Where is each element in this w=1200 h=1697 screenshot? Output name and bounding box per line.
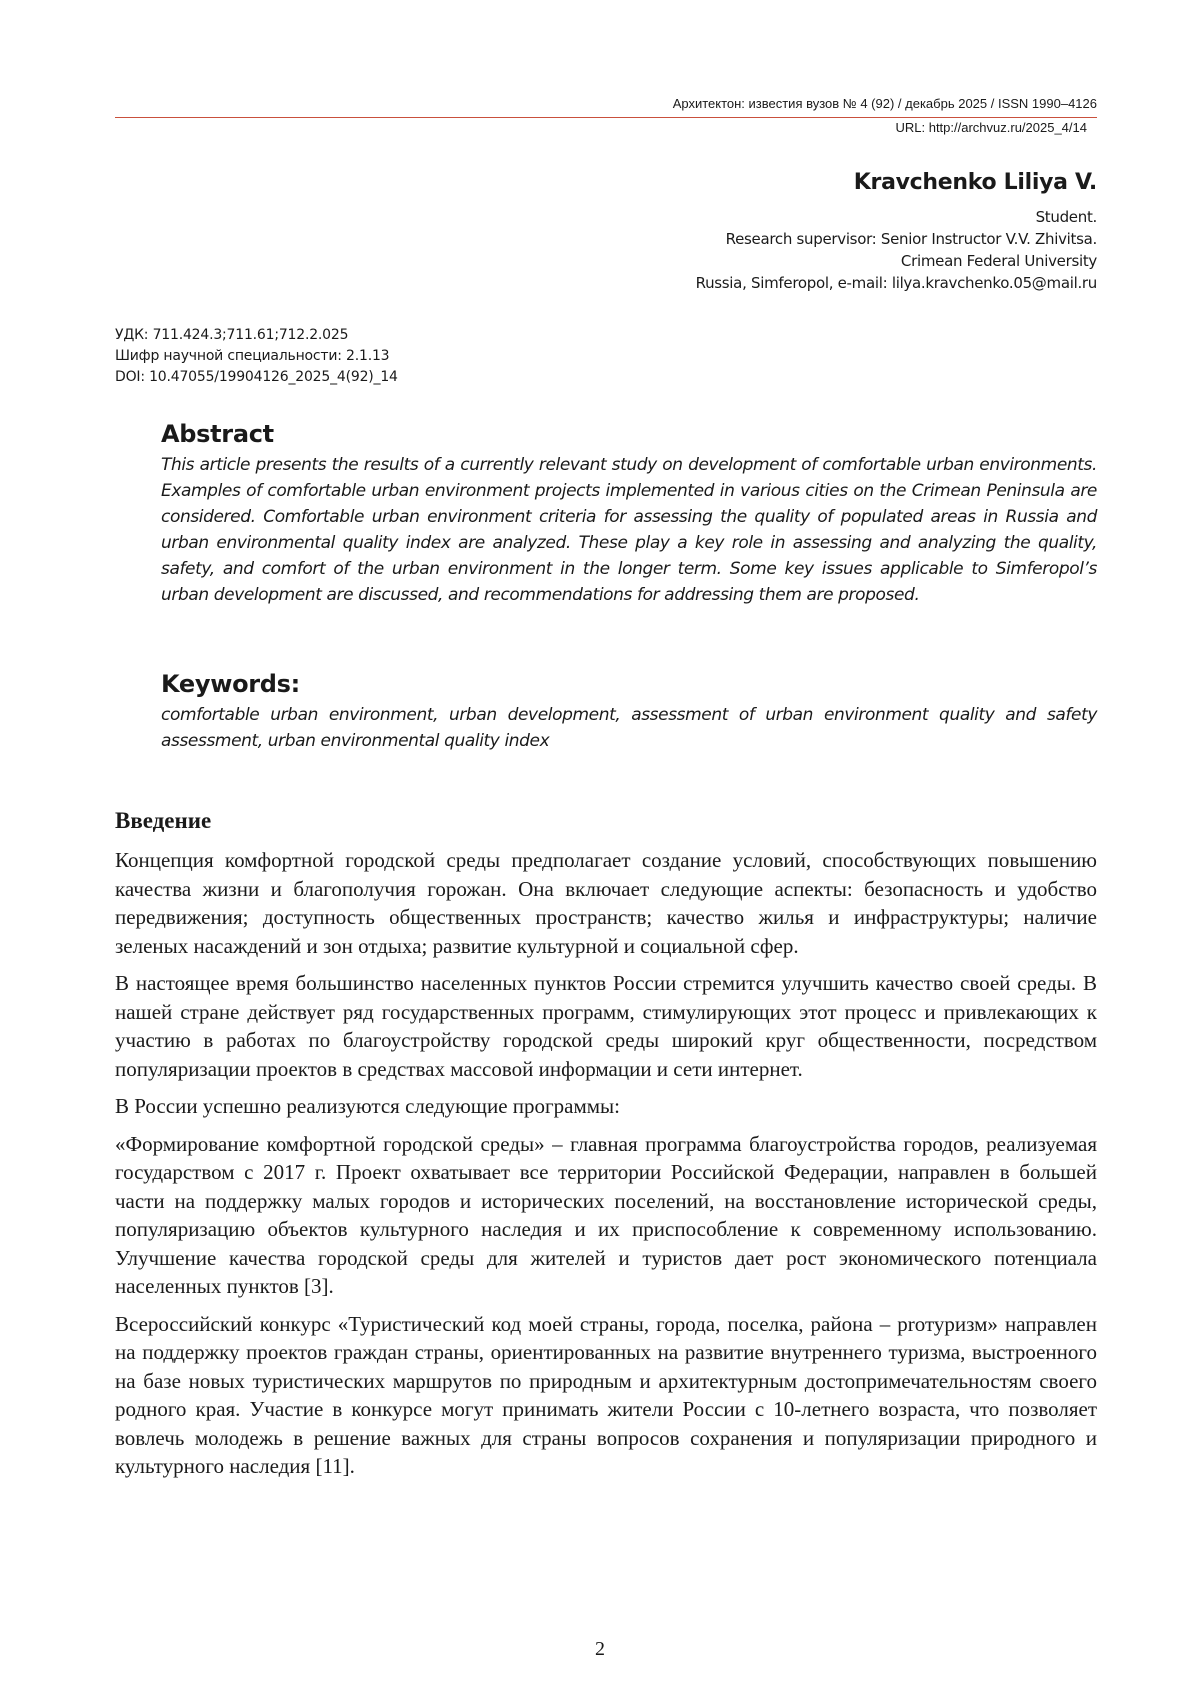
article-metadata bbox=[115, 325, 715, 388]
article-url: URL: http://archvuz.ru/2025_4/14 bbox=[895, 120, 1087, 135]
keywords-text: comfortable urban environment, urban development, assessment of urban environment quality and safety assessment, urban environmental quality index bbox=[161, 705, 1097, 751]
abstract-section bbox=[161, 418, 1097, 608]
body-paragraph: «Формирование комфортной городской среды» – главная программа благоустройства городов, реализуемая государством с 2017 г. Проект охватывает все территории Российской Федерации, направлен в большей части на поддержку малых городов и исторических поселений, на восстановление исторической среды, популяризацию объектов культурного наследия и их приспособление к современному использованию. Улучшение качества городской среды для жителей и туристов дает рост экономического потенциала населенных пунктов [3]. bbox=[115, 1131, 1097, 1298]
body-paragraph: В настоящее время большинство населенных пунктов России стремится улучшить качество своей среды. В нашей стране действует ряд государственных программ, стимулирующих этот процесс и привлекающих к участию в работах по благоустройству городской среды широкий круг общественности, посредством популяризации проектов в средствах массовой информации и сети интернет. bbox=[115, 971, 1097, 1081]
abstract-heading: Abstract bbox=[161, 420, 274, 448]
specialty-code: Шифр научной специальности: 2.1.13 bbox=[115, 348, 390, 364]
author-contact: Russia, Simferopol, e-mail: lilya.kravchenko.05@mail.ru bbox=[695, 274, 1097, 292]
author-block bbox=[560, 168, 1097, 294]
body-paragraph: Концепция комфортной городской среды предполагает создание условий, способствующих повышению качества жизни и благополучия горожан. Она включает следующие аспекты: безопасность и удобство передвижения; доступность общественных пространств; качество жилья и инфраструктуры; наличие зеленых насаждений и зон отдыха; развитие культурной и социальной сфер. bbox=[115, 848, 1097, 958]
author-name: Kravchenko Liliya V. bbox=[853, 170, 1097, 195]
body-paragraph: Всероссийский конкурс «Туристический код моей страны, города, поселка, района – prотуризм» направлен на поддержку проектов граждан страны, ориентированных на развитие внутреннего туризма, выстроенного на базе новых туристических маршрутов по природным и архитектурным достопримечательностям своего родного края. Участие в конкурсе могут принимать жители России с 10-летнего возраста, что позволяет вовлечь молодежь в решение важных для страны вопросов сохранения и популяризации природного и культурного наследия [11]. bbox=[115, 1311, 1097, 1478]
author-supervisor: Research supervisor: Senior Instructor V.V. Zhivitsa. bbox=[725, 230, 1097, 248]
doi: DOI: 10.47055/19904126_2025_4(92)_14 bbox=[115, 369, 398, 385]
author-university: Crimean Federal University bbox=[900, 252, 1097, 270]
introduction-heading: Введение bbox=[115, 808, 212, 833]
udc-code: УДК: 711.424.3;711.61;712.2.025 bbox=[115, 327, 349, 343]
author-position: Student. bbox=[1035, 208, 1097, 226]
keywords-section bbox=[161, 668, 1097, 754]
keywords-heading: Keywords: bbox=[161, 670, 300, 698]
body-paragraph: В России успешно реализуются следующие программы: bbox=[115, 1094, 620, 1118]
page-number: 2 bbox=[595, 1638, 605, 1660]
abstract-text: This article presents the results of a currently relevant study on development of comfortable urban environments. Examples of comfortable urban environment projects implemented in various cities on the Crimean Peninsula are considered. Comfortable urban environment criteria for assessing the quality of populated areas in Russia and urban environmental quality index are analyzed. These play a key role in assessing and analyzing the quality, safety, and comfort of the urban environment in the longer term. Some key issues applicable to Simferopol’s urban development are discussed, and recommendations for addressing them are proposed. bbox=[161, 455, 1097, 605]
journal-header: Архитектон: известия вузов № 4 (92) / декабрь 2025 / ISSN 1990–4126 bbox=[115, 96, 1097, 118]
introduction-section bbox=[115, 806, 1097, 1490]
